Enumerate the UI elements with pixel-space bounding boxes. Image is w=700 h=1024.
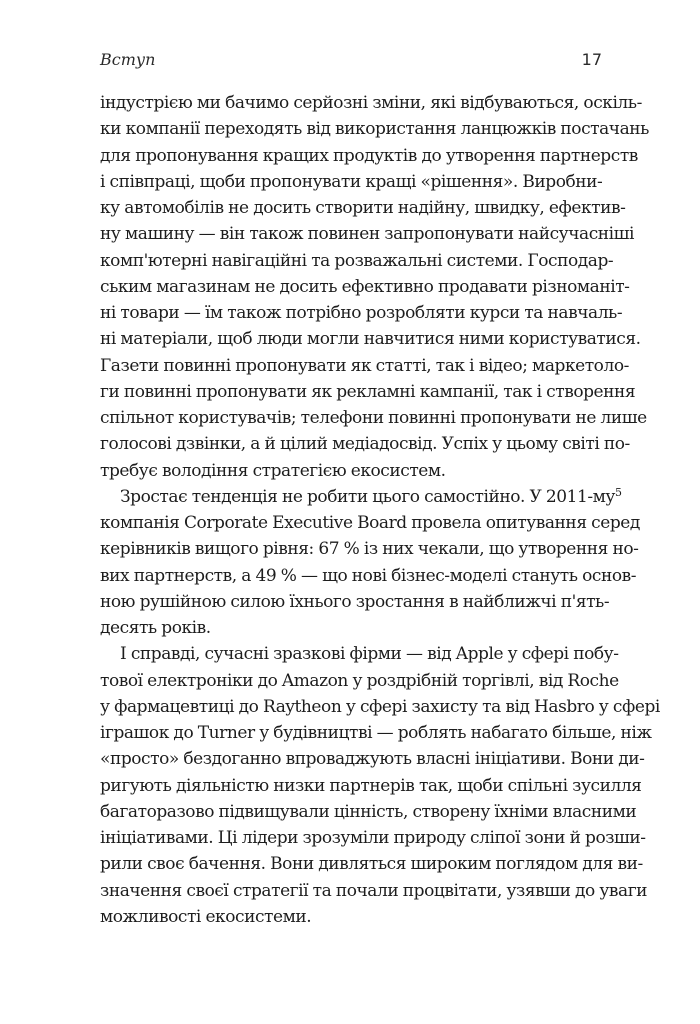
text-line: комп'ютерні навігаційні та розважальні системи. Господар-	[100, 250, 614, 271]
text-line: вих партнерств, а 49 % — що нові бізнес-моделі стануть основ-	[100, 565, 637, 586]
text-line: значення своєї стратегії та почали процвітати, узявши до уваги	[100, 880, 648, 901]
text-line: ригують діяльністю низки партнерів так, щоби спільні зусилля	[100, 775, 642, 796]
text-line: голосові дзвінки, а й цілий медіадосвід. Успіх у цьому світі по-	[100, 434, 630, 455]
page-number: 17	[581, 50, 602, 69]
text-line: індустрією ми бачимо серйозні зміни, які відбуваються, оскіль-	[100, 93, 642, 113]
running-head: Вступ	[100, 50, 156, 69]
text-line: можливості екосистеми.	[100, 906, 312, 927]
text-line: рили своє бачення. Вони дивляться широким поглядом для ви-	[100, 854, 643, 875]
text-line: «просто» бездоганно впроваджують власні ініціативи. Вони ди-	[100, 749, 645, 770]
paragraph-2	[100, 484, 640, 642]
text-line: ні товари — їм також потрібно розробляти курси та навчаль-	[100, 303, 623, 323]
footnote-reference[interactable]: 5	[614, 485, 622, 499]
text-line: керівників вищого рівня: 67 % із них чекали, що утворення но-	[100, 539, 639, 560]
text-line: Газети повинні пропонувати як статті, так і відео; маркетоло-	[100, 355, 629, 376]
text-line: у фармацевтиці до Raytheon у сфері захисту та від Hasbro у сфері	[100, 696, 660, 717]
text-line: багаторазово підвищували цінність, створену їхніми власними	[100, 801, 637, 822]
text-line-with-footnote	[100, 484, 622, 510]
text-line: ініціативами. Ці лідери зрозуміли природу сліпої зони й розши-	[100, 828, 646, 848]
page-body	[100, 90, 660, 930]
page-header	[100, 50, 602, 76]
text-line: тової електроніки до Amazon у роздрібній торгівлі, від Roche	[100, 670, 619, 691]
text-line: іграшок до Turner у будівництві — роблять набагато більше, ніж	[100, 723, 652, 743]
text-line: ною рушійною силою їхнього зростання в найближчі п'ять-	[100, 591, 610, 612]
text-line-content: Зростає тенденція не робити цього самостійно. У 2011-му	[120, 486, 615, 507]
text-line: для пропонування кращих продуктів до утворення партнерств	[100, 145, 638, 166]
text-line: і співпраці, щоби пропонувати кращі «рішення». Виробни-	[100, 171, 603, 192]
text-line: ну машину — він також повинен запропонувати найсучасніші	[100, 224, 634, 245]
paragraph-1	[100, 90, 649, 484]
text-line: І справді, сучасні зразкові фірми — від Apple у сфері побу-	[120, 644, 619, 665]
text-line: ським магазинам не досить ефективно продавати різноманіт-	[100, 276, 630, 297]
text-line: десять років.	[100, 618, 211, 638]
text-line: ги повинні пропонувати як рекламні кампанії, так і створення	[100, 381, 636, 402]
text-line: ні матеріали, щоб люди могли навчитися ними користуватися.	[100, 329, 641, 350]
text-line: спільнот користувачів; телефони повинні пропонувати не лише	[100, 408, 647, 428]
text-line: требує володіння стратегією екосистем.	[100, 460, 446, 481]
text-line: компанія Corporate Executive Board провела опитування серед	[100, 513, 640, 533]
text-line: ки компанії переходять від використання ланцюжків постачань	[100, 119, 649, 140]
paragraph-3	[100, 641, 660, 930]
text-line: ку автомобілів не досить створити надійну, швидку, ефектив-	[100, 198, 626, 218]
